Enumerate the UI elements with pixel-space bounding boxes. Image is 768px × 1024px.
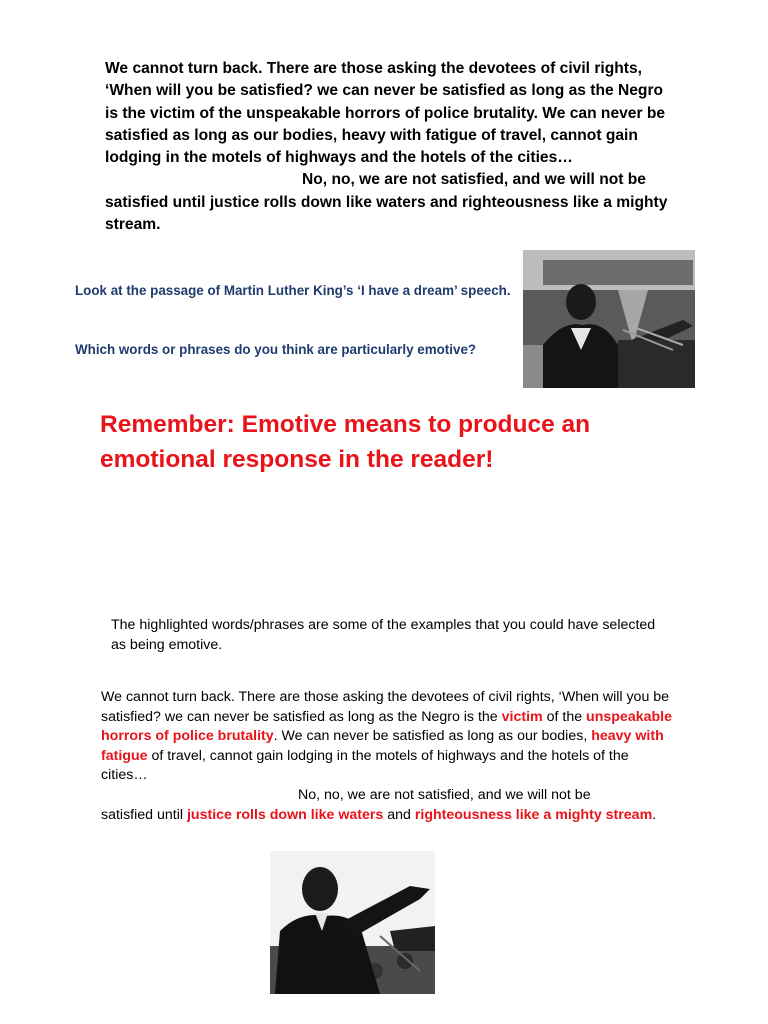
- highlighted-passage: [101, 688, 676, 825]
- highlight-note: The highlighted words/phrases are some of the examples that you could have selected as being emotive.: [111, 617, 656, 653]
- task-question: Which words or phrases do you think are particularly emotive?: [75, 342, 477, 357]
- passage-text: of the: [542, 708, 587, 725]
- emotive-highlight: justice rolls down like waters: [186, 806, 384, 823]
- passage-text: and: [383, 806, 415, 823]
- emotive-highlight: victim: [501, 708, 543, 725]
- passage-end-line: No, no, we are not satisfied, and we will not be: [302, 171, 646, 189]
- passage-main-text: We cannot turn back. There are those asking the devotees of civil rights, ‘When will you be satisfied? we can never be satisfied as long as the Negro is the victim of the unspeakable horrors of police brutality. We can never be satisfied as long as our bodies, heavy with fatigue of travel, cannot gain lodging in the motels of highways and the hotels of the cities…: [105, 60, 666, 167]
- speaker-photo-podium: [523, 250, 695, 388]
- speaker-photo-pointing-image: [270, 851, 435, 994]
- emotive-highlight: righteousness like a mighty stream: [414, 806, 653, 823]
- passage-text: of travel, cannot gain lodging in the motels of highways and the hotels of the cities…: [101, 747, 629, 784]
- remember-heading: Remember: Emotive means to produce an emotional response in the reader!: [100, 411, 591, 473]
- emotive-highlight: heavy with fatigue: [101, 728, 664, 764]
- speech-passage: [105, 58, 670, 236]
- passage-text: . We can never be satisfied as long as our bodies,: [273, 728, 592, 745]
- passage-text: We cannot turn back. There are those asking the devotees of civil rights, ‘When will you be satisfied? we can never be satisfied as long as the Negro is the: [101, 689, 670, 725]
- passage-text: .: [652, 806, 657, 823]
- task-instruction: Look at the passage of Martin Luther King’s ‘I have a dream’ speech.: [75, 283, 511, 298]
- passage-end-text: satisfied until justice rolls down like waters and righteousness like a mighty stream.: [105, 193, 668, 234]
- emotive-highlight: unspeakable horrors of police brutality: [101, 708, 672, 745]
- passage-end-line: No, no, we are not satisfied, and we will not be: [298, 786, 591, 803]
- passage-text: satisfied until: [101, 806, 187, 823]
- speaker-photo-podium-image: [523, 250, 695, 388]
- speaker-photo-pointing: [270, 851, 435, 994]
